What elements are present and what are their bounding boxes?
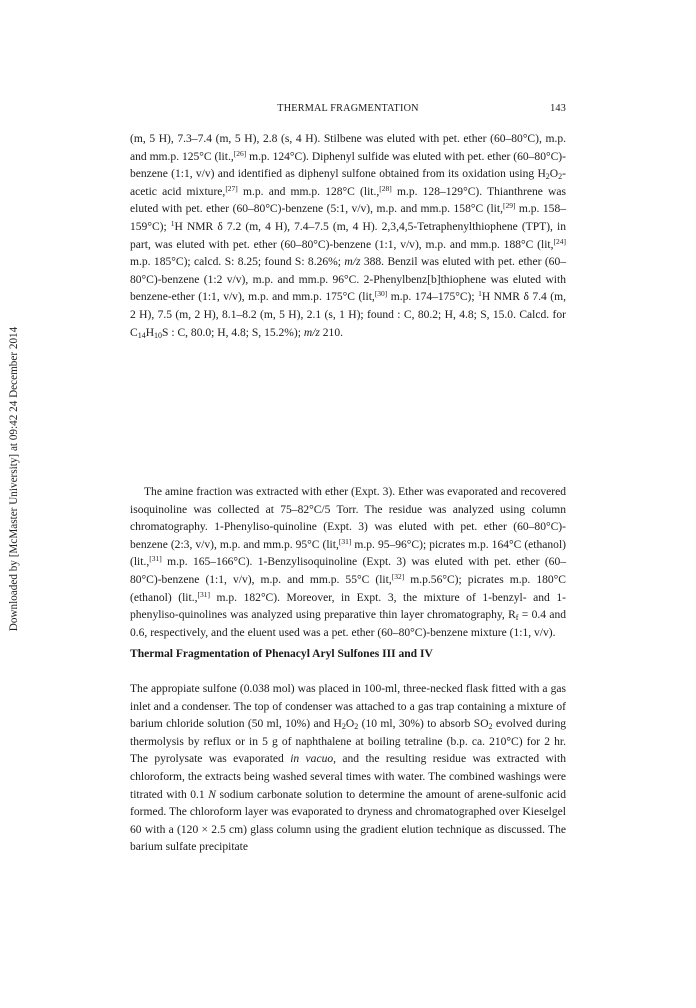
ref-26: [26] [233,148,247,158]
page-number: 143 [550,103,566,114]
ref-27: [27] [225,183,238,193]
ref-32: [32] [391,571,405,581]
running-head [130,103,566,119]
section-heading: Thermal Fragmentation of Phenacyl Aryl Sulfones III and IV [130,648,433,660]
paragraph-3-text: The appropiate sulfone (0.038 mol) was placed in 100-ml, three-necked flask fitted with a gas inlet and a condenser. The top of condenser was attached to a gas trap containing a mixture of barium chloride solution (50 ml, 10%) and $H_2O_2$ (10 ml, 30%) to absorb $SO_2$ evolved during thermolysis by reflux or in 5 g of naphthalene at boiling tetraline (b.p. ca. 210°C) for 2 hr. The pyrolysate was evaporated in vacuo, and the resulting residue was extracted with chloroform, the extracts being washed several times with water. The combined washings were titrated with 0.1 N sodium carbonate solution to determine the amount of arene-sulfonic acid formed. The chloroform layer was evaporated to dryness and chromatographed over Kieselgel 60 with a (120 × 2.5 cm) glass column using the gradient elution technique as discussed. The barium sulfate precipitate [130,683,567,854]
ref-28: [28] [379,183,392,193]
paragraph-2-text: The amine fraction was extracted with ether (Expt. 3). Ether was evaporated and recovered isoquinoline was collected at 75–82°C/5 Torr. The residue was analyzed using column chromatography. 1-Phenyliso-quinoline (Expt. 3) was eluted with pet. ether (60–80°C)-benzene (2:3, v/v), m.p. and mm.p. 95°C (lit,[31] m.p. 95–96°C); picrates m.p. 164°C (ethanol) (lit.,[31] m.p. 165–166°C). 1-Benzylisoquinoline (Expt. 3) was eluted with pet. ether (60–80°C)-benzene (1:1, v/v), m.p. and mm.p. 55°C (lit,[32] m.p.56°C); picrates m.p. 180°C (ethanol) (lit.,[31] m.p. 182°C). Moreover, in Expt. 3, the mixture of 1-benzyl- and 1-phenyliso-quinolines was analyzed using preparative thin layer chromatography, $R_f = 0.4$ and 0.6, respectively, and the eluent used was a pet. ether (60–80°C)-benzene mixture (1:1, v/v). [130,486,567,639]
ref-29: [29] [502,201,516,211]
paragraph-sulfone-procedure [130,681,566,857]
ref-31: [31] [338,536,352,546]
ref-30: [30] [374,289,388,299]
ref-24: [24] [553,236,566,246]
download-watermark: Downloaded by [McMaster University] at 09:42 24 December 2014 [8,326,20,632]
paragraph-amine-fraction [130,484,566,642]
paragraph-stilbene-elution [130,131,566,342]
ref-31: [31] [149,554,162,564]
paragraph-1-text: (m, 5 H), 7.3–7.4 (m, 5 H), 2.8 (s, 4 H). Stilbene was eluted with pet. ether (60–80°C), m.p. and mm.p. 125°C (lit.,[26] m.p. 124°C). Diphenyl sulfide was eluted with pet. ether (60–80°C)-benzene (1:1, v/v) and identified as diphenyl sulfone obtained from its oxidation using $H_2O_2$-acetic acid mixture,[27] m.p. and mm.p. 128°C (lit.,[28] m.p. 128–129°C). Thianthrene was eluted with pet. ether (60–80°C)-benzene (5:1, v/v), m.p. and mm.p. 158°C (lit,[29] m.p. 158–159°C); $^1$H NMR δ 7.2 (m, 4 H), 7.4–7.5 (m, 4 H). 2,3,4,5-Tetraphenylthiophene (TPT), in part, was eluted with pet. ether (60–80°C)-benzene (1:1, v/v), m.p. and mm.p. 188°C (lit,[24] m.p. 185°C); calcd. S: 8.25; found S: 8.26%; m/z 388. Benzil was eluted with pet. ether (60–80°C)-benzene (1:2 v/v), m.p. and mm.p. 96°C. 2-Phenylbenz[b]thiophene was eluted with benzene-ether (1:1, v/v), m.p. and mm.p. 175°C (lit,[30] m.p. 174–175°C); $^1$H NMR δ 7.4 (m, 2 H), 7.5 (m, 2 H), 8.1–8.2 (m, 5 H), 2.1 (s, 1 H); found : C, 80.2; H, 4.8; S, 15.0. Calcd. for $C_{14}H_{10}S$ : C, 80.0; H, 4.8; S, 15.2%); m/z 210. [130,133,567,340]
running-head-title: THERMAL FRAGMENTATION [277,103,419,114]
ref-31: [31] [197,589,210,599]
